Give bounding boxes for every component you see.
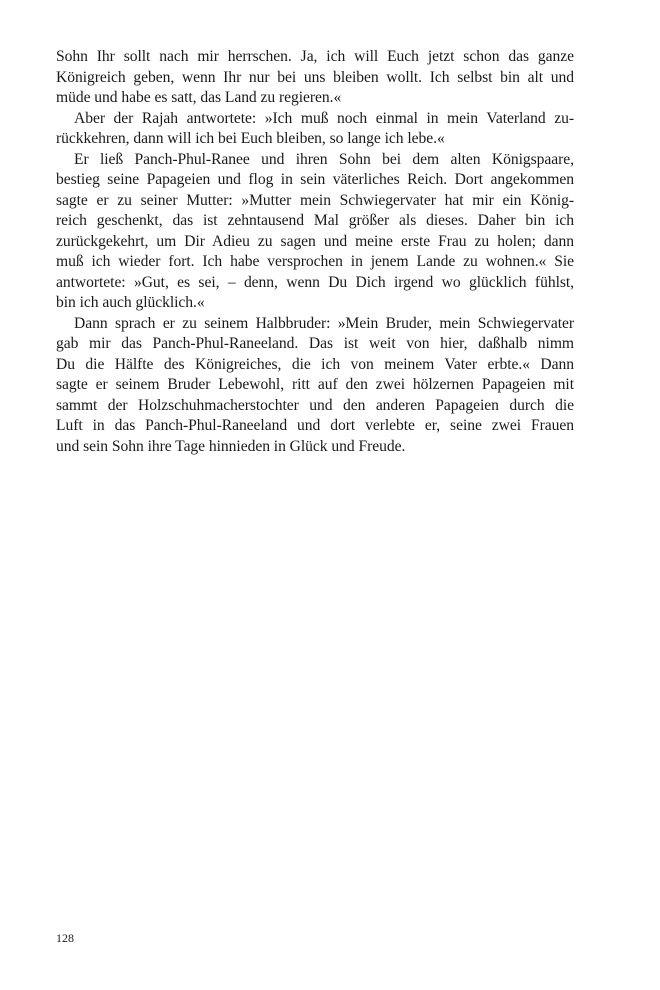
text-line: sammt der Holzschuhmacherstochter und den anderen Papageien durch die <box>56 396 574 414</box>
text-line: sagte er zu seiner Mutter: »Mutter mein Schwiegervater hat mir ein König- <box>56 191 574 209</box>
text-line: und sein Sohn ihre Tage hinnieden in Glück und Freude. <box>56 437 406 455</box>
text-line: rückkehren, dann will ich bei Euch bleiben, so lange ich lebe.« <box>56 130 445 147</box>
paragraph-4 <box>56 314 574 458</box>
text-line: Luft in das Panch-Phul-Raneeland und dort verlebte er, seine zwei Frauen <box>56 417 574 434</box>
text-line: Königreich geben, wenn Ihr nur bei uns bleiben wollt. Ich selbst bin alt und <box>56 68 574 86</box>
text-line: zurückgekehrt, um Dir Adieu zu sagen und meine erste Frau zu holen; dann <box>56 232 574 250</box>
text-line: Aber der Rajah antwortete: »Ich muß noch einmal in mein Vaterland zu- <box>74 109 574 127</box>
text-line: sagte er seinem Bruder Lebewohl, ritt auf den zwei hölzernen Papageien mit <box>56 376 574 393</box>
paragraph-1 <box>56 47 574 109</box>
text-line: muß ich wieder fort. Ich habe versprochen in jenem Lande zu wohnen.« Sie <box>56 253 574 270</box>
text-line: reich geschenkt, das ist zehntausend Mal größer als dieses. Daher bin ich <box>56 212 574 229</box>
page-number: 128 <box>56 931 74 945</box>
text-line: Er ließ Panch-Phul-Ranee und ihren Sohn bei dem alten Königspaare, <box>74 150 574 168</box>
text-line: müde und habe es satt, das Land zu regieren.« <box>56 89 342 106</box>
text-line: antwortete: »Gut, es sei, – denn, wenn Du Dich irgend wo glücklich fühlst, <box>56 273 574 291</box>
text-line: Du die Hälfte des Königreiches, die ich von meinem Vater erbte.« Dann <box>56 355 574 373</box>
paragraph-3 <box>56 150 574 314</box>
text-line: Sohn Ihr sollt nach mir herrschen. Ja, ich will Euch jetzt schon das ganze <box>56 48 574 65</box>
text-line: Dann sprach er zu seinem Halbbruder: »Mein Bruder, mein Schwiegervater <box>74 314 574 332</box>
body-text <box>56 47 574 457</box>
paragraph-2 <box>56 109 574 150</box>
text-line: bin ich auch glücklich.« <box>56 294 205 311</box>
text-line: gab mir das Panch-Phul-Raneeland. Das ist weit von hier, daßhalb nimm <box>56 335 574 352</box>
text-line: bestieg seine Papageien und flog in sein väterliches Reich. Dort angekommen <box>56 171 574 188</box>
